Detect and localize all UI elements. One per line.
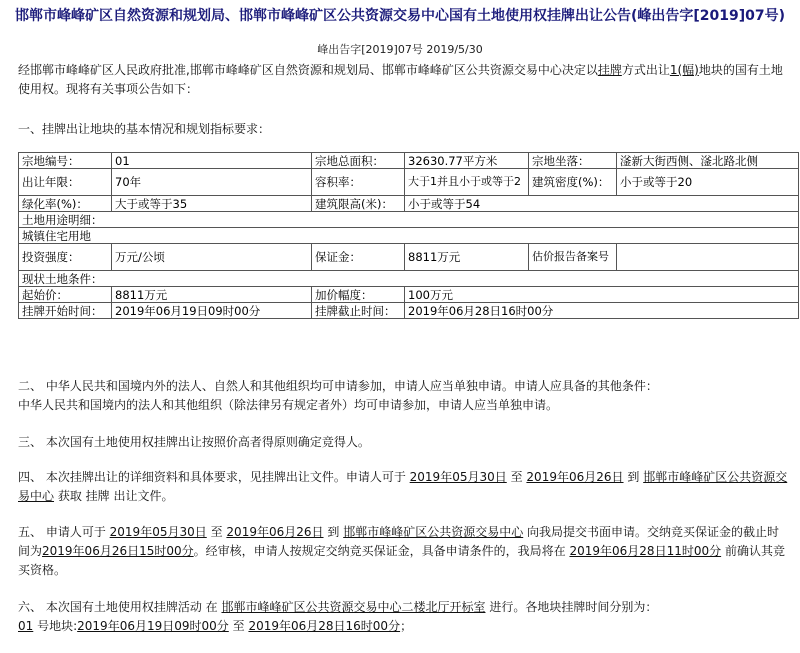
- table-cell: 挂牌开始时间：: [19, 303, 112, 319]
- table-cell: 8811万元: [405, 244, 529, 271]
- place-link[interactable]: 邯郸市峰峰矿区公共资源交易中心: [343, 525, 524, 539]
- table-cell: 投资强度：: [19, 244, 112, 271]
- table-row: [19, 196, 799, 212]
- table-cell: 加价幅度：: [312, 287, 405, 303]
- table-cell: 滏新大街西侧、滏北路北侧: [617, 153, 799, 169]
- table-cell: 绿化率(%)：: [19, 196, 112, 212]
- section5: 五、 申请人可于 2019年05月30日 至 2019年06月26日 到 邯郸市峰峰矿区公共资源交易中心 向我局提交书面申请。交纳竞买保证金的截止时间为2019年06月26日15时00分。经审核，申请人按规定交纳竞买保证金，具备申请条件的，我局将在 2019年06月28日11时00分 前确认其竞买资格。: [18, 525, 785, 577]
- table-row: [19, 169, 799, 196]
- table-row: [19, 244, 799, 271]
- section2: 二、 中华人民共和国境内外的法人、自然人和其他组织均可申请参加，申请人应当单独申请。申请人应具备的其他条件： 中华人民共和国境内的法人和其他组织（除法律另有规定者外）均可申请参加，申请人应当单独申请。: [18, 379, 658, 412]
- table-cell: 小于或等于20: [617, 169, 799, 196]
- table-cell: 起始价：: [19, 287, 112, 303]
- table-cell: 宗地坐落：: [529, 153, 617, 169]
- table-cell: 保证金：: [312, 244, 405, 271]
- table-row: [19, 153, 799, 169]
- table-cell: 2019年06月19日09时00分: [112, 303, 312, 319]
- table-cell: 现状土地条件：: [19, 271, 799, 287]
- table-cell: 建筑限高(米)：: [312, 196, 405, 212]
- table-cell: 2019年06月28日16时00分: [405, 303, 799, 319]
- table-cell: 100万元: [405, 287, 799, 303]
- table-cell: 估价报告备案号: [529, 244, 617, 271]
- table-row: [19, 228, 799, 244]
- table-cell: 32630.77平方米: [405, 153, 529, 169]
- table-row: [19, 212, 799, 228]
- method-link[interactable]: 挂牌: [597, 63, 622, 77]
- place-link[interactable]: 邯郸市峰峰矿区公共资源交易中心二楼北厅开标室: [221, 600, 486, 614]
- table-cell: 土地用途明细：: [19, 212, 799, 228]
- date-link[interactable]: 2019年05月30日: [409, 470, 507, 484]
- date-link[interactable]: 2019年06月28日11时00分: [569, 544, 722, 558]
- deadline-link[interactable]: 2019年06月26日15时00分: [42, 544, 194, 558]
- table-cell: [617, 244, 799, 271]
- date-link[interactable]: 2019年06月19日09时00分: [77, 619, 229, 633]
- table-cell: 大于1并且小于或等于2: [405, 169, 529, 196]
- table-row: [19, 287, 799, 303]
- table-cell: 城镇住宅用地: [19, 228, 799, 244]
- table-cell: 出让年限：: [19, 169, 112, 196]
- section4: 四、 本次挂牌出让的详细资料和具体要求，见挂牌出让文件。申请人可于 2019年05月30日 至 2019年06月26日 到 邯郸市峰峰矿区公共资源交易中心 获取 挂牌 出让文件。: [18, 470, 788, 503]
- date-link[interactable]: 2019年05月30日: [109, 525, 207, 539]
- table-cell: 建筑密度(%)：: [529, 169, 617, 196]
- table-cell: 8811万元: [112, 287, 312, 303]
- section1-heading: 一、挂牌出让地块的基本情况和规划指标要求：: [18, 122, 271, 136]
- date-link[interactable]: 2019年06月26日: [226, 525, 324, 539]
- count-link[interactable]: 1(幅): [669, 63, 699, 77]
- table-cell: 宗地总面积：: [312, 153, 405, 169]
- table-row: [19, 303, 799, 319]
- page-title: 邯郸市峰峰矿区自然资源和规划局、邯郸市峰峰矿区公共资源交易中心国有土地使用权挂牌出让公告(峰出告字[2019]07号): [14, 8, 786, 24]
- table-cell: 宗地编号：: [19, 153, 112, 169]
- table-cell: 大于或等于35: [112, 196, 312, 212]
- section6: 六、 本次国有土地使用权挂牌活动 在 邯郸市峰峰矿区公共资源交易中心二楼北厅开标室 进行。各地块挂牌时间分别为： 01 号地块:2019年06月19日09时00分 至 2019年06月28日16时00分；: [18, 600, 658, 633]
- section3: 三、 本次国有土地使用权挂牌出让按照价高者得原则确定竞得人。: [18, 435, 370, 449]
- parcel-info-table: [18, 152, 799, 319]
- intro-paragraph: 经邯郸市峰峰矿区人民政府批准,邯郸市峰峰矿区自然资源和规划局、邯郸市峰峰矿区公共资源交易中心决定以挂牌方式出让1(幅)地块的国有土地使用权。现将有关事项公告如下：: [18, 63, 783, 96]
- parcel-number-link[interactable]: 01: [18, 619, 34, 633]
- table-cell: 70年: [112, 169, 312, 196]
- date-link[interactable]: 2019年06月26日: [526, 470, 624, 484]
- table-cell: 万元/公顷: [112, 244, 312, 271]
- table-cell: 01: [112, 153, 312, 169]
- table-row: [19, 271, 799, 287]
- table-cell: 挂牌截止时间：: [312, 303, 405, 319]
- place-link[interactable]: 邯郸市峰峰矿区公共资源交易中心: [18, 470, 788, 503]
- doc-number-date: 峰出告字[2019]07号 2019/5/30: [317, 43, 483, 56]
- table-cell: 小于或等于54: [405, 196, 799, 212]
- date-link[interactable]: 2019年06月28日16时00分: [248, 619, 401, 633]
- table-cell: 容积率：: [312, 169, 405, 196]
